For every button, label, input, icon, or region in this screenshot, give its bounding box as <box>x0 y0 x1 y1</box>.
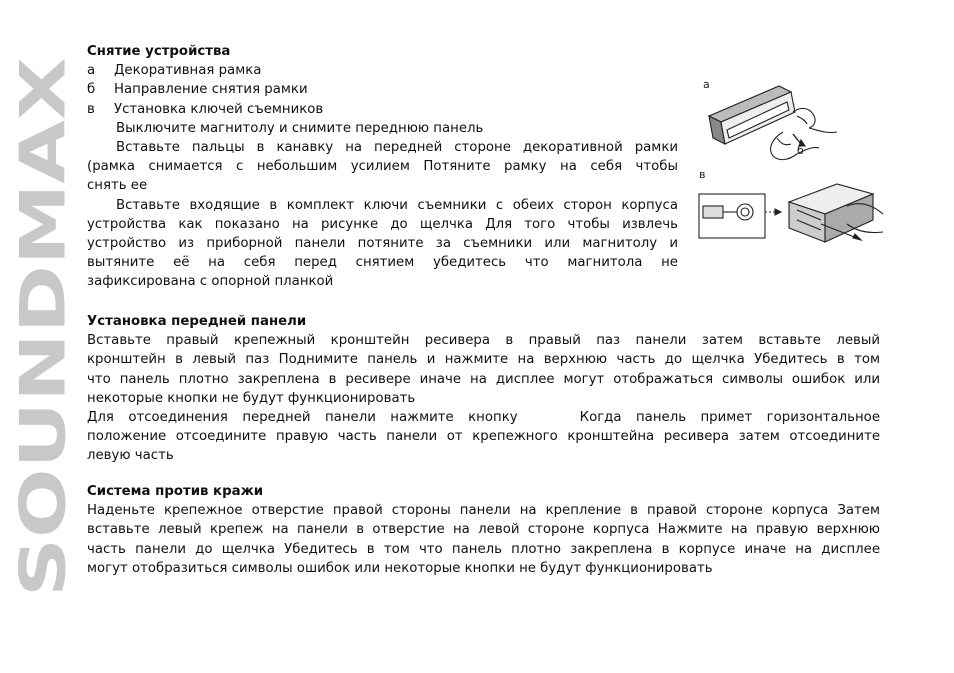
item-text: Направление снятия рамки <box>114 82 308 98</box>
soundmax-logo <box>6 52 80 602</box>
step-3-line: вытяните её на себя перед снятием убедитесь что магнитола не <box>87 255 678 271</box>
step-1: Выключите магнитолу и снимите переднюю панель <box>116 120 484 136</box>
removal-illustration <box>697 74 887 274</box>
step-2-line: (рамка снимается с небольшим усилием Потяните рамку на себя чтобы <box>87 159 678 175</box>
step-2-line: Вставьте пальцы в канавку на передней стороне декоративной рамки <box>116 140 678 156</box>
item-text: Установка ключей съемников <box>114 101 324 117</box>
step-2-line: снять ее <box>87 178 148 194</box>
detach-text-part2: Когда панель примет горизонтальное <box>579 410 880 426</box>
detach-text-part1: Для отсоединения передней панели нажмите кнопку <box>87 410 518 426</box>
item-letter: а <box>87 63 96 79</box>
list-item <box>87 100 678 119</box>
step-3-line: устройство из приборной панели потяните за съемники или магнитолу и <box>87 236 678 252</box>
paragraph-line: вставьте левый крепеж на панели в отверстие на левой стороне корпуса Нажмите на правую верхнюю <box>87 522 880 538</box>
item-letter: б <box>87 82 96 98</box>
paragraph-line: положение отсоедините правую часть панели от крепежного кронштейна ресивера затем отсоедините <box>87 429 880 445</box>
paragraph-line: Наденьте крепежное отверстие правой стороны панели на крепление в правой стороне корпуса Затем <box>87 503 880 519</box>
paragraph-line: левую часть <box>87 448 174 464</box>
paragraph-line: часть панели до щелчка Убедитесь в том что панель плотно закреплена в корпусе иначе на дисплее <box>87 541 880 557</box>
figure-label-v: в <box>699 168 706 181</box>
figure-label-b: б <box>797 144 804 157</box>
antitheft-heading: Система против кражи <box>87 484 264 499</box>
paragraph-line: кронштейн в левый паз Поднимите панель и нажмите на верхнюю часть до щелчка Убедитесь в том <box>87 352 880 368</box>
detach-line <box>87 408 880 427</box>
list-item <box>87 61 678 80</box>
removal-heading: Снятие устройства <box>87 44 231 59</box>
item-text: Декоративная рамка <box>114 63 262 79</box>
antitheft-section <box>87 482 880 578</box>
list-item <box>87 80 678 99</box>
step-3-line: зафиксирована с опорной планкой <box>87 274 334 290</box>
paragraph-line: Вставьте правый крепежный кронштейн ресивера в правый паз панели затем вставьте левый <box>87 333 880 349</box>
step-3-line: Вставьте входящие в комплект ключи съемники с обеих сторон корпуса <box>116 197 678 213</box>
figure-label-a: а <box>703 78 710 91</box>
item-letter: в <box>87 101 95 117</box>
removal-keys-drawing <box>699 184 883 242</box>
step-3-line: устройства как показано на рисунке до щелчка Для того чтобы извлечь <box>87 216 678 232</box>
removal-section <box>87 42 678 292</box>
paragraph-line: что панель плотно закреплена в ресивере иначе на дисплее могут отображаться символы ошибок или <box>87 371 880 387</box>
front-panel-heading: Установка передней панели <box>87 314 307 329</box>
paragraph-line: некоторые кнопки не будут функционировать <box>87 390 416 406</box>
frame-removal-drawing <box>709 86 837 160</box>
brand-wordmark: SOUNDMAX <box>6 188 80 597</box>
paragraph-line: могут отобразиться символы ошибок или некоторые кнопки не будут функционировать <box>87 560 713 576</box>
front-panel-section <box>87 312 880 466</box>
